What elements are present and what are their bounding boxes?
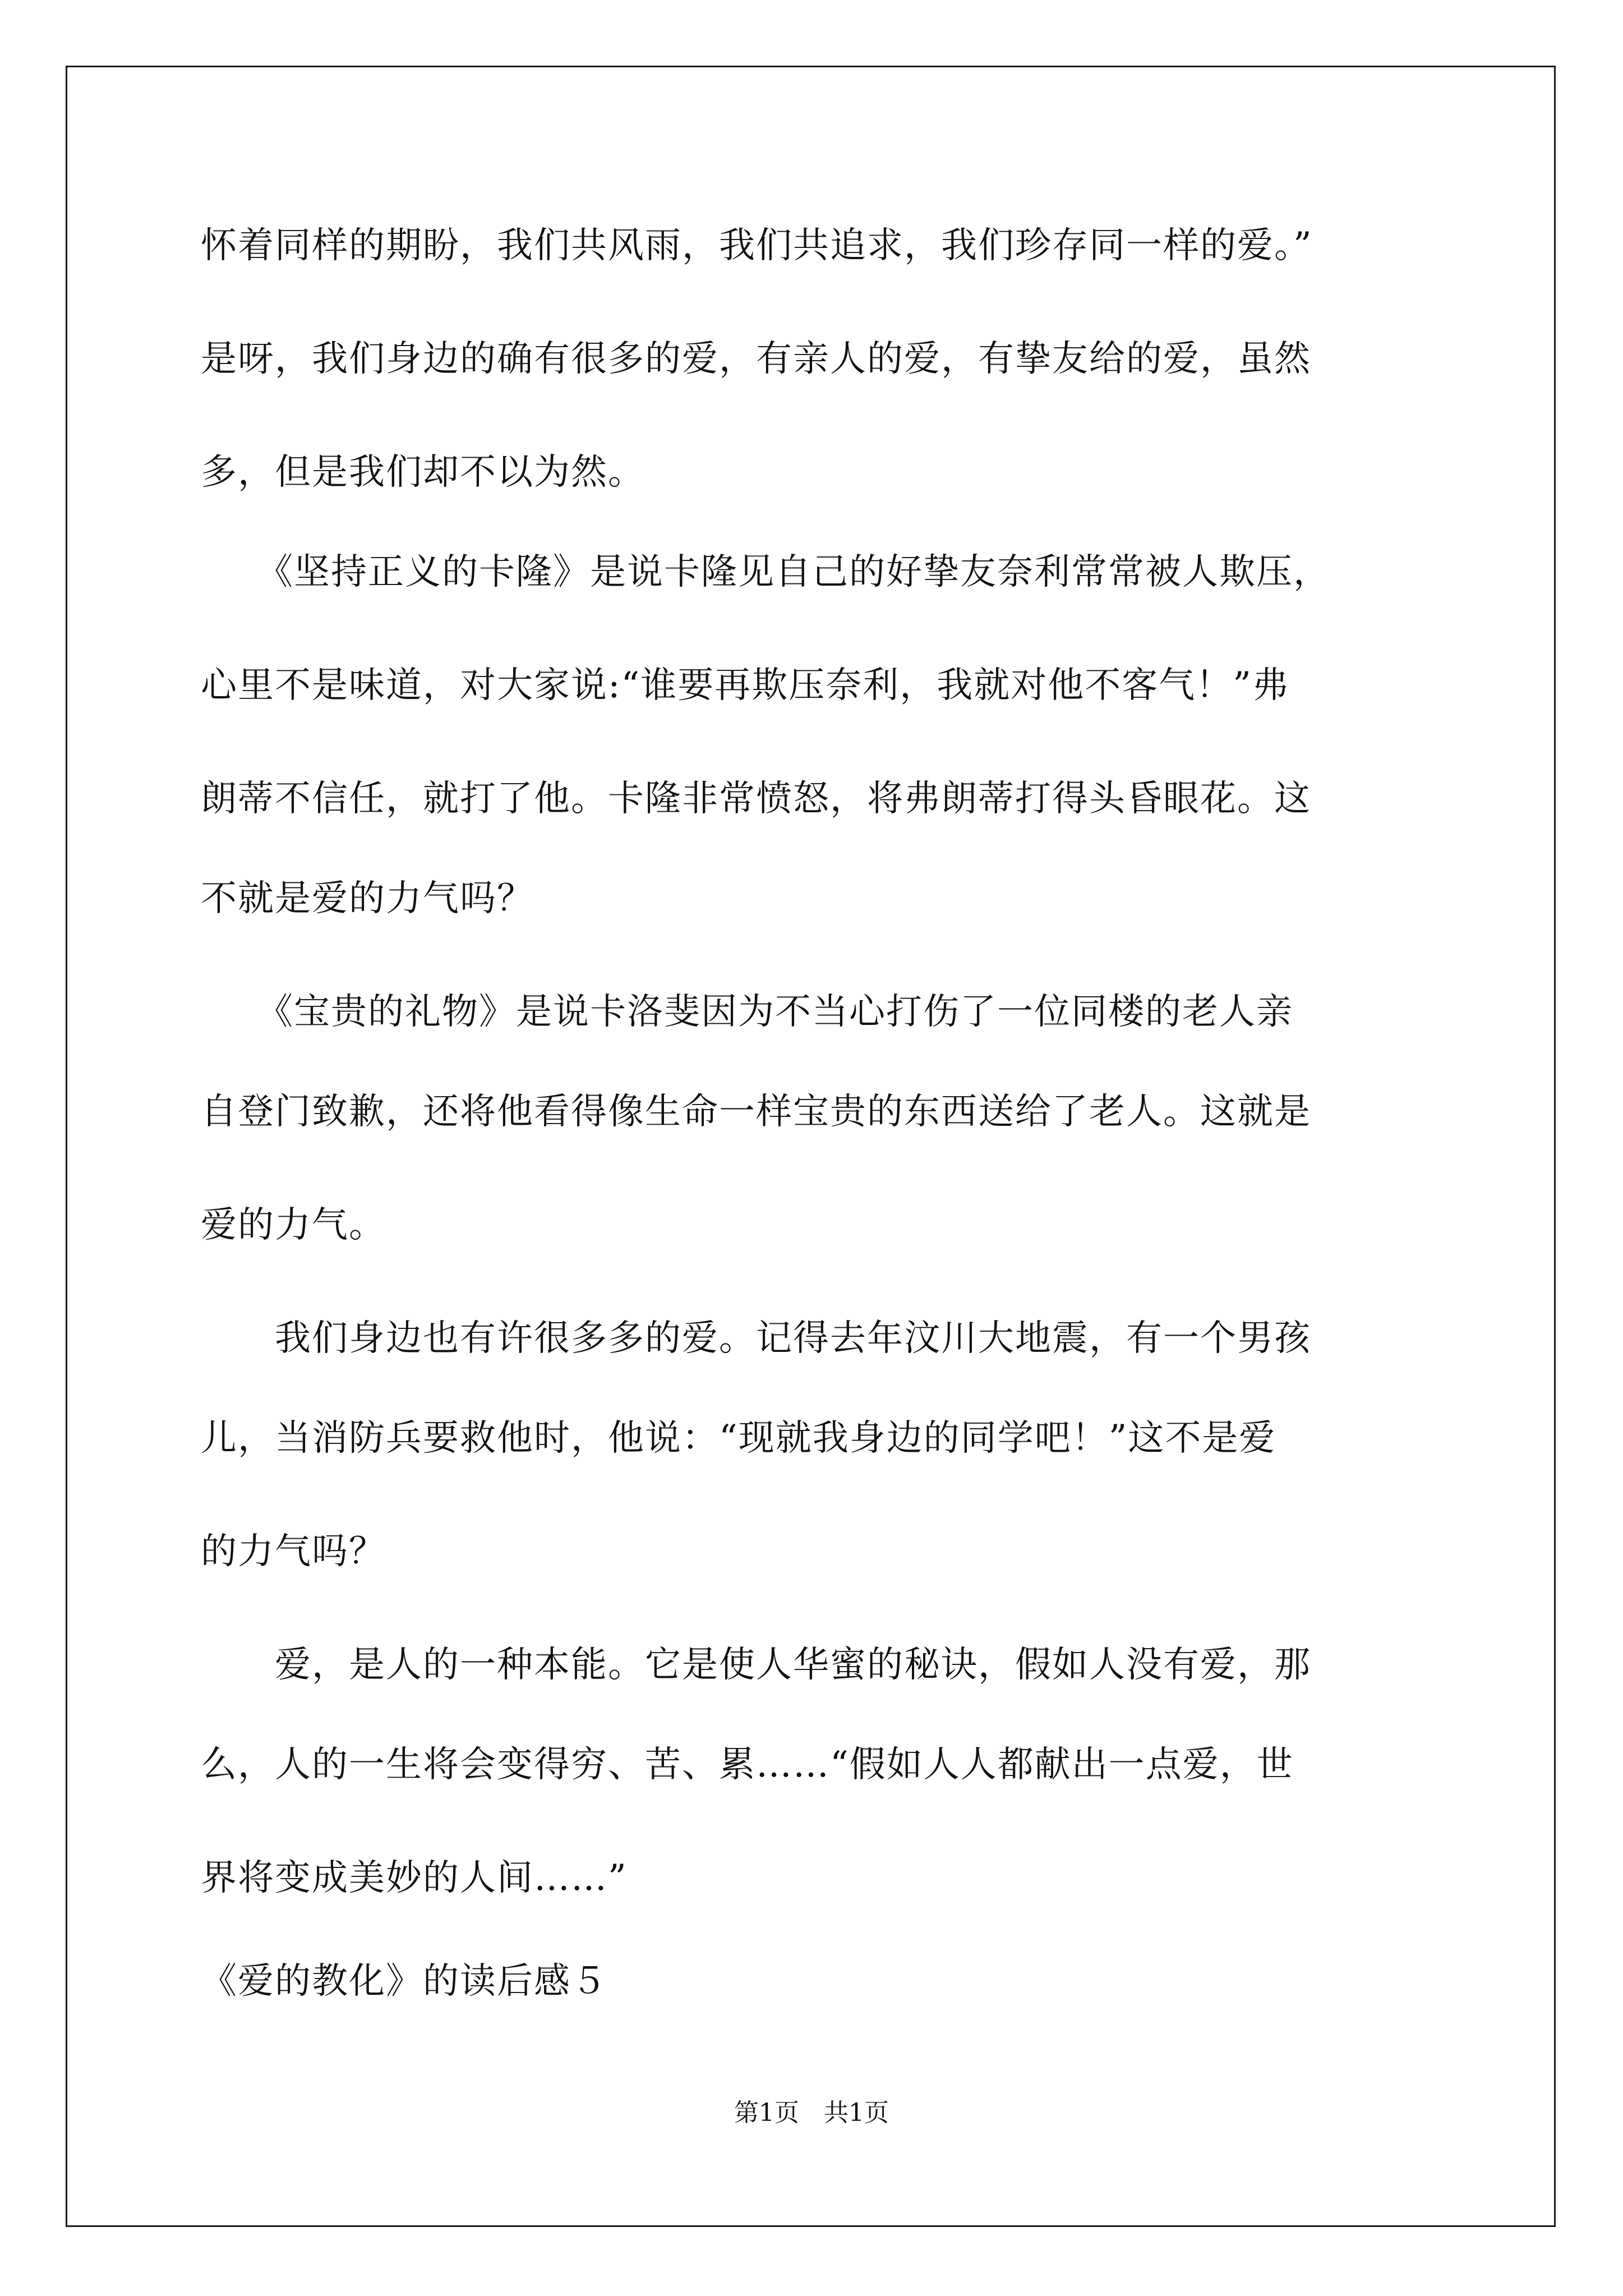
- section-heading: 《爱的教化》的读后感５: [201, 1961, 608, 2002]
- text-line: 怀着同样的期盼，我们共风雨，我们共追求，我们珍存同一样的爱。”: [201, 225, 1313, 266]
- text-line: 的力气吗？: [201, 1531, 386, 1572]
- text-line: 《坚持正义的卡隆》是说卡隆见自己的好挚友奈利常常被人欺压，: [201, 551, 1330, 593]
- text-line: 爱，是人的一种本能。它是使人华蜜的秘诀，假如人没有爱，那: [201, 1644, 1311, 1686]
- text-line: 多，但是我们却不以为然。: [201, 452, 645, 493]
- text-line: 朗蒂不信任，就打了他。卡隆非常愤怒，将弗朗蒂打得头昏眼花。这: [201, 778, 1311, 820]
- text-line: 界将变成美妙的人间……”: [201, 1857, 628, 1899]
- text-line: 是呀，我们身边的确有很多的爱，有亲人的爱，有挚友给的爱，虽然: [201, 338, 1311, 380]
- text-line: 爱的力气。: [201, 1204, 386, 1246]
- text-line: 儿，当消防兵要救他时，他说：“现就我身边的同学吧！”这不是爱: [201, 1418, 1276, 1459]
- page-footer: 第1页 共1页: [734, 2099, 889, 2127]
- text-line: 自登门致歉，还将他看得像生命一样宝贵的东西送给了老人。这就是: [201, 1091, 1311, 1133]
- text-line: 么，人的一生将会变得穷、苦、累……“假如人人都献出一点爱，世: [201, 1744, 1294, 1786]
- text-line: 不就是爱的力气吗？: [201, 878, 534, 919]
- text-line: 心里不是味道，对大家说:“谁要再欺压奈利，我就对他不客气！”弗: [201, 665, 1289, 706]
- text-line: 《宝贵的礼物》是说卡洛斐因为不当心打伤了一位同楼的老人亲: [201, 991, 1293, 1033]
- text-line: 我们身边也有许很多多的爱。记得去年汶川大地震，有一个男孩: [201, 1318, 1311, 1359]
